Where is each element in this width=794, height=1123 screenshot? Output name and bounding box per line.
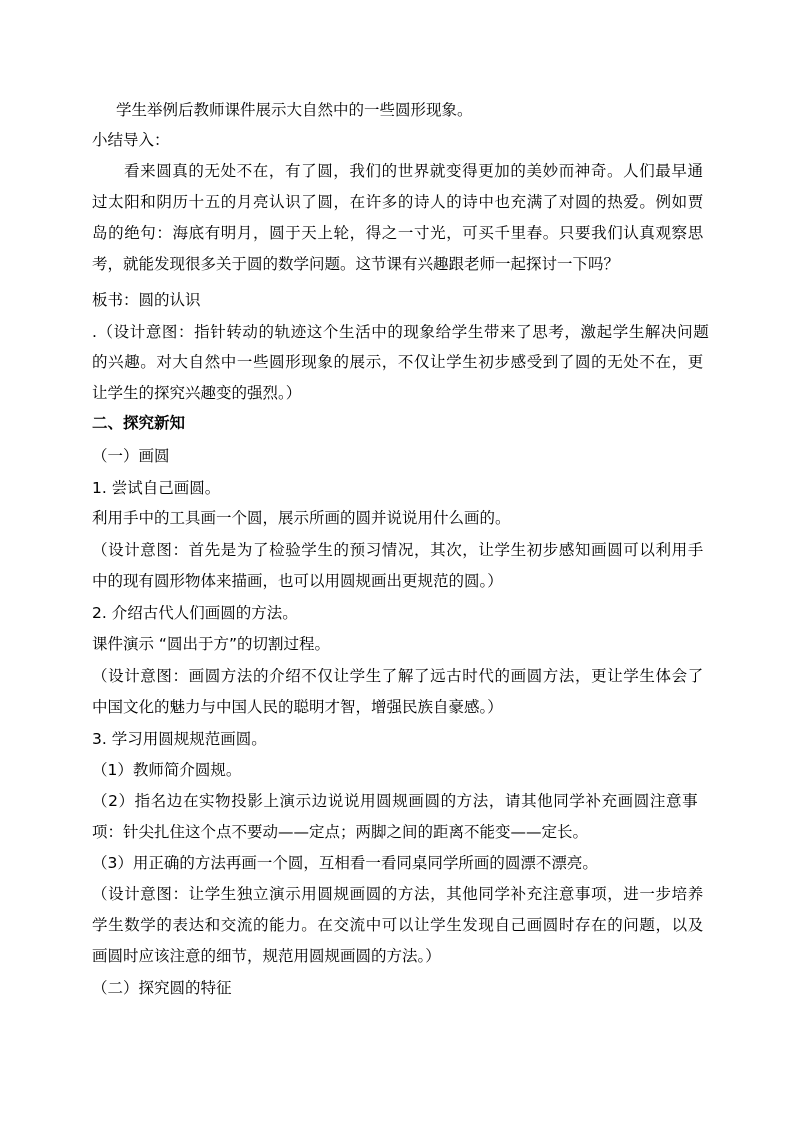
subsection-heading: （一）画圆	[92, 447, 170, 465]
subsection-heading: （二）探究圆的特征	[92, 979, 232, 997]
section-heading: 二、探究新知	[92, 414, 186, 432]
paragraph-line: 利用手中的工具画一个圆，展示所画的圆并说说用什么画的。	[92, 509, 511, 527]
paragraph-line: 看来圆真的无处不在，有了圆，我们的世界就变得更加的美妙而神奇。人们最早通	[124, 162, 704, 180]
step-heading: 1. 尝试自己画圆。	[92, 479, 221, 497]
design-intent-line: 学生数学的表达和交流的能力。在交流中可以让学生发现自己画圆时存在的问题，以及	[92, 916, 704, 934]
section-label: 小结导入：	[92, 131, 170, 149]
design-intent-line: .（设计意图：指针转动的轨迹这个生活中的现象给学生带来了思考，激起学生解决问题	[92, 323, 710, 341]
design-intent-line: 让学生的探究兴趣变的强烈。）	[92, 384, 302, 402]
design-intent-line: 的兴趣。对大自然中一些圆形现象的展示，不仅让学生初步感受到了圆的无处不在，更	[92, 353, 704, 371]
step-heading: 3. 学习用圆规规范画圆。	[92, 730, 267, 748]
paragraph-line: 过太阳和阴历十五的月亮认识了圆，在许多的诗人的诗中也充满了对圆的热爱。例如贾	[92, 193, 704, 211]
design-intent-line: （设计意图：让学生独立演示用圆规画圆的方法，其他同学补充注意事项，进一步培养	[92, 885, 704, 903]
design-intent-line: （设计意图：画圆方法的介绍不仅让学生了解了远古时代的画圆方法，更让学生体会了	[92, 667, 704, 685]
list-item: （3）用正确的方法再画一个圆，互相看一看同桌同学所画的圆漂不漂亮。	[92, 854, 598, 872]
paragraph-line: 岛的绝句：海底有明月，圆于天上轮，得之一寸光，可买千里春。只要我们认真观察思	[92, 224, 704, 242]
design-intent-line: 中国文化的魅力与中国人民的聪明才智，增强民族自豪感。）	[92, 698, 503, 716]
list-item-continuation: 项：针尖扎住这个点不要动——定点；两脚之间的距离不能变——定长。	[92, 823, 589, 841]
blackboard-title: 板书：圆的认识	[92, 291, 201, 309]
step-heading: 2. 介绍古代人们画圆的方法。	[92, 604, 298, 622]
paragraph-line: 课件演示 “圆出于方”的切割过程。	[92, 635, 330, 653]
design-intent-line: 画圆时应该注意的细节，规范用圆规画圆的方法。）	[92, 947, 441, 965]
paragraph-line: 学生举例后教师课件展示大自然中的一些圆形现象。	[116, 101, 473, 119]
list-item: （1）教师简介圆规。	[92, 761, 242, 779]
design-intent-line: （设计意图：首先是为了检验学生的预习情况，其次，让学生初步感知画圆可以利用手	[92, 541, 704, 559]
design-intent-line: 中的现有圆形物体来描画，也可以用圆规画出更规范的圆。）	[92, 572, 503, 590]
paragraph-line: 考，就能发现很多关于圆的数学问题。这节课有兴趣跟老师一起探讨一下吗？	[92, 255, 620, 273]
list-item: （2）指名边在实物投影上演示边说说用圆规画圆的方法，请其他同学补充画圆注意事	[92, 792, 699, 810]
